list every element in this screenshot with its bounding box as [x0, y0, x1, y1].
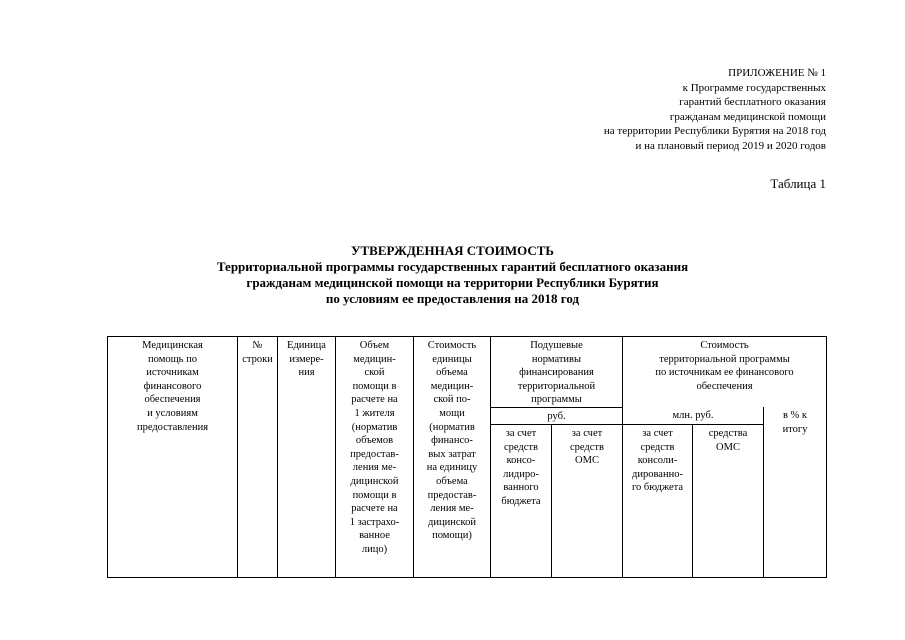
header-unit-percent: в % к итогу	[764, 407, 827, 577]
heading-subtitle-line: по условиям ее предоставления на 2018 год	[325, 291, 580, 306]
appendix-line: к Программе государственных	[682, 81, 826, 94]
appendix-line: и на плановый период 2019 и 2020 годов	[635, 139, 826, 152]
header-consolidated-budget-rub: за счет средств консо- лидиро- ванного бюджета	[491, 424, 552, 577]
header-unit-mln-rub: млн. руб.	[623, 407, 764, 424]
header-oms-rub: за счет средств ОМС	[552, 424, 623, 577]
cost-table	[107, 336, 827, 578]
appendix-line: гражданам медицинской помощи	[669, 110, 826, 123]
heading-subtitle-line: Территориальной программы государственных гарантий бесплатного оказания	[216, 259, 689, 274]
document-heading	[0, 243, 905, 307]
header-unit-cost: Стоимость единицы объема медицин- ской по- мощи (норматив финансо- вых затрат на единицу объема предостав- ления ме- дицинской помощи)	[414, 337, 491, 578]
header-unit: Единица измере- ния	[278, 337, 336, 578]
appendix-line: на территории Республики Бурятия на 2018 год	[603, 125, 826, 138]
appendix-line: гарантий бесплатного оказания	[679, 96, 826, 109]
header-row-number: № строки	[238, 337, 278, 578]
header-oms-mln: средства ОМС	[693, 424, 764, 577]
heading-title: УТВЕРЖДЕННАЯ СТОИМОСТЬ	[350, 243, 555, 258]
header-unit-rub: руб.	[491, 407, 623, 424]
header-per-capita-norms: Подушевые нормативы финансирования территориальной программы	[491, 337, 623, 408]
appendix-header	[486, 66, 826, 154]
header-medical-care: Медицинская помощь по источникам финансового обеспечения и условиям предоставления	[108, 337, 238, 578]
cost-table-container	[107, 336, 826, 576]
table-number: Таблица 1	[770, 176, 826, 191]
heading-subtitle-line: гражданам медицинской помощи на территории Республики Бурятия	[246, 275, 659, 290]
header-consolidated-budget-mln: за счет средств консоли- дированно- го бюджета	[623, 424, 693, 577]
appendix-line: ПРИЛОЖЕНИЕ № 1	[728, 67, 826, 79]
header-program-cost: Стоимость территориальной программы по источникам ее финансового обеспечения	[623, 337, 827, 408]
header-volume: Объем медицин- ской помощи в расчете на 1 жителя (норматив объемов предостав- ления ме- дицинской помощи в расчете на 1 застрахо- ванное лицо)	[336, 337, 414, 578]
